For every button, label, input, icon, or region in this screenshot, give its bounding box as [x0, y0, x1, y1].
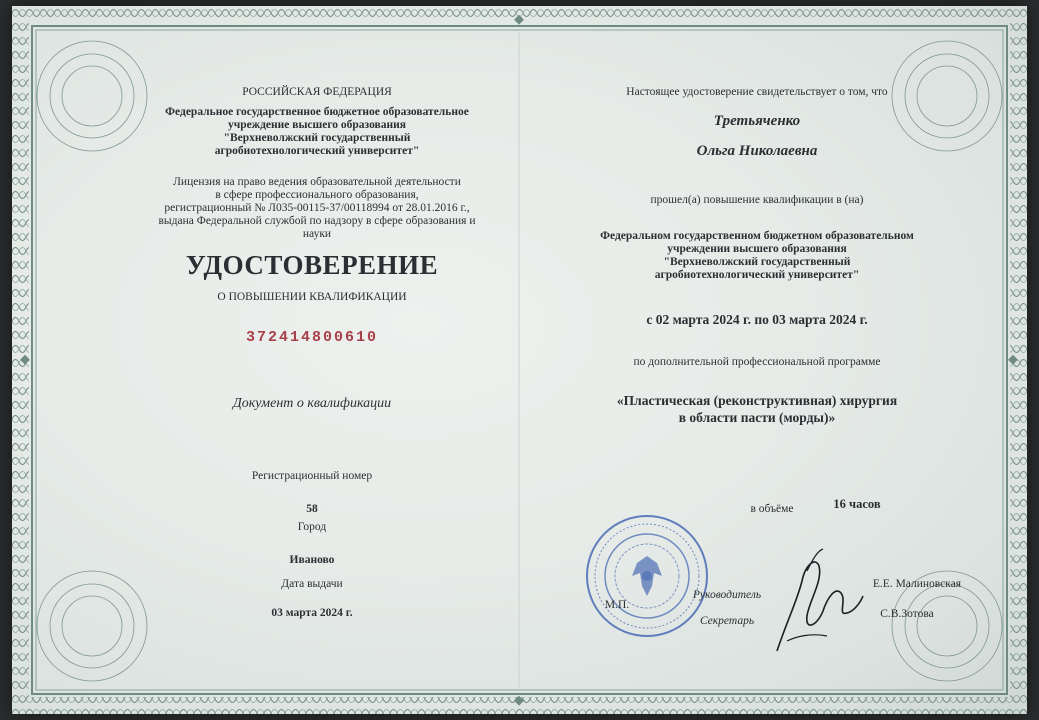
license-line: выдана Федеральной службой по надзору в сфере образования и — [158, 215, 476, 227]
signature — [757, 541, 867, 661]
stamp-label: М.П. — [604, 599, 630, 611]
training-institution-line: агробиотехнологический университет" — [654, 269, 860, 281]
head-name: Е.Е. Малиновская — [872, 578, 962, 590]
program-line: в области пасти (морды)» — [678, 410, 836, 425]
holder-surname: Третьяченко — [713, 113, 801, 129]
country-label: РОССИЙСКАЯ ФЕДЕРАЦИЯ — [242, 86, 392, 98]
program-name — [547, 392, 967, 426]
issuer-line: "Верхневолжский государственный — [223, 132, 411, 144]
reg-number-label: Регистрационный номер — [251, 470, 373, 482]
issuer-institution — [92, 106, 542, 158]
volume-value: 16 часов — [833, 497, 881, 511]
document-type: Документ о квалификации — [232, 396, 392, 411]
reg-number-value: 58 — [306, 503, 318, 515]
license-line: в сфере профессионального образования, — [215, 189, 419, 201]
issue-date-label: Дата выдачи — [281, 578, 343, 590]
issue-date-value: 03 марта 2024 г. — [271, 607, 353, 619]
city-label: Город — [297, 521, 327, 533]
certificate-sheet — [12, 6, 1027, 714]
license-line: Лицензия на право ведения образовательной деятельности — [173, 176, 461, 188]
certify-text: Настоящее удостоверение свидетельствует о том, что — [626, 86, 888, 98]
program-intro: по дополнительной профессиональной программе — [633, 356, 881, 368]
head-role: Руководитель — [692, 589, 762, 601]
issuer-line: учреждение высшего образования — [228, 119, 406, 131]
document-subtitle: О ПОВЫШЕНИИ КВАЛИФИКАЦИИ — [217, 291, 407, 303]
volume-label: в объёме — [750, 503, 794, 515]
holder-name: Ольга Николаевна — [696, 143, 818, 159]
license-line: науки — [302, 228, 332, 240]
license-line: регистрационный № Л035-00115-37/00118994 от 28.01.2016 г., — [164, 202, 470, 214]
issuer-line: агробиотехнологический университет" — [214, 145, 420, 157]
training-institution-line: Федеральном государственном бюджетном образовательном — [600, 230, 914, 242]
issuer-line: Федеральное государственное бюджетное образовательное — [165, 106, 469, 118]
training-period: с 02 марта 2024 г. по 03 марта 2024 г. — [646, 312, 868, 327]
secretary-name: С.В.Зотова — [880, 608, 934, 620]
training-institution-line: учреждении высшего образования — [667, 243, 847, 255]
secretary-role: Секретарь — [699, 615, 755, 627]
passed-text: прошел(а) повышение квалификации в (на) — [650, 194, 864, 206]
serial-number: 372414800610 — [245, 329, 379, 346]
document-title: УДОСТОВЕРЕНИЕ — [185, 250, 439, 280]
training-institution-line: "Верхневолжский государственный — [663, 256, 851, 268]
city-value: Иваново — [289, 554, 335, 566]
training-institution — [547, 230, 967, 282]
program-line: «Пластическая (реконструктивная) хирургия — [616, 393, 898, 408]
license-info — [82, 176, 552, 241]
